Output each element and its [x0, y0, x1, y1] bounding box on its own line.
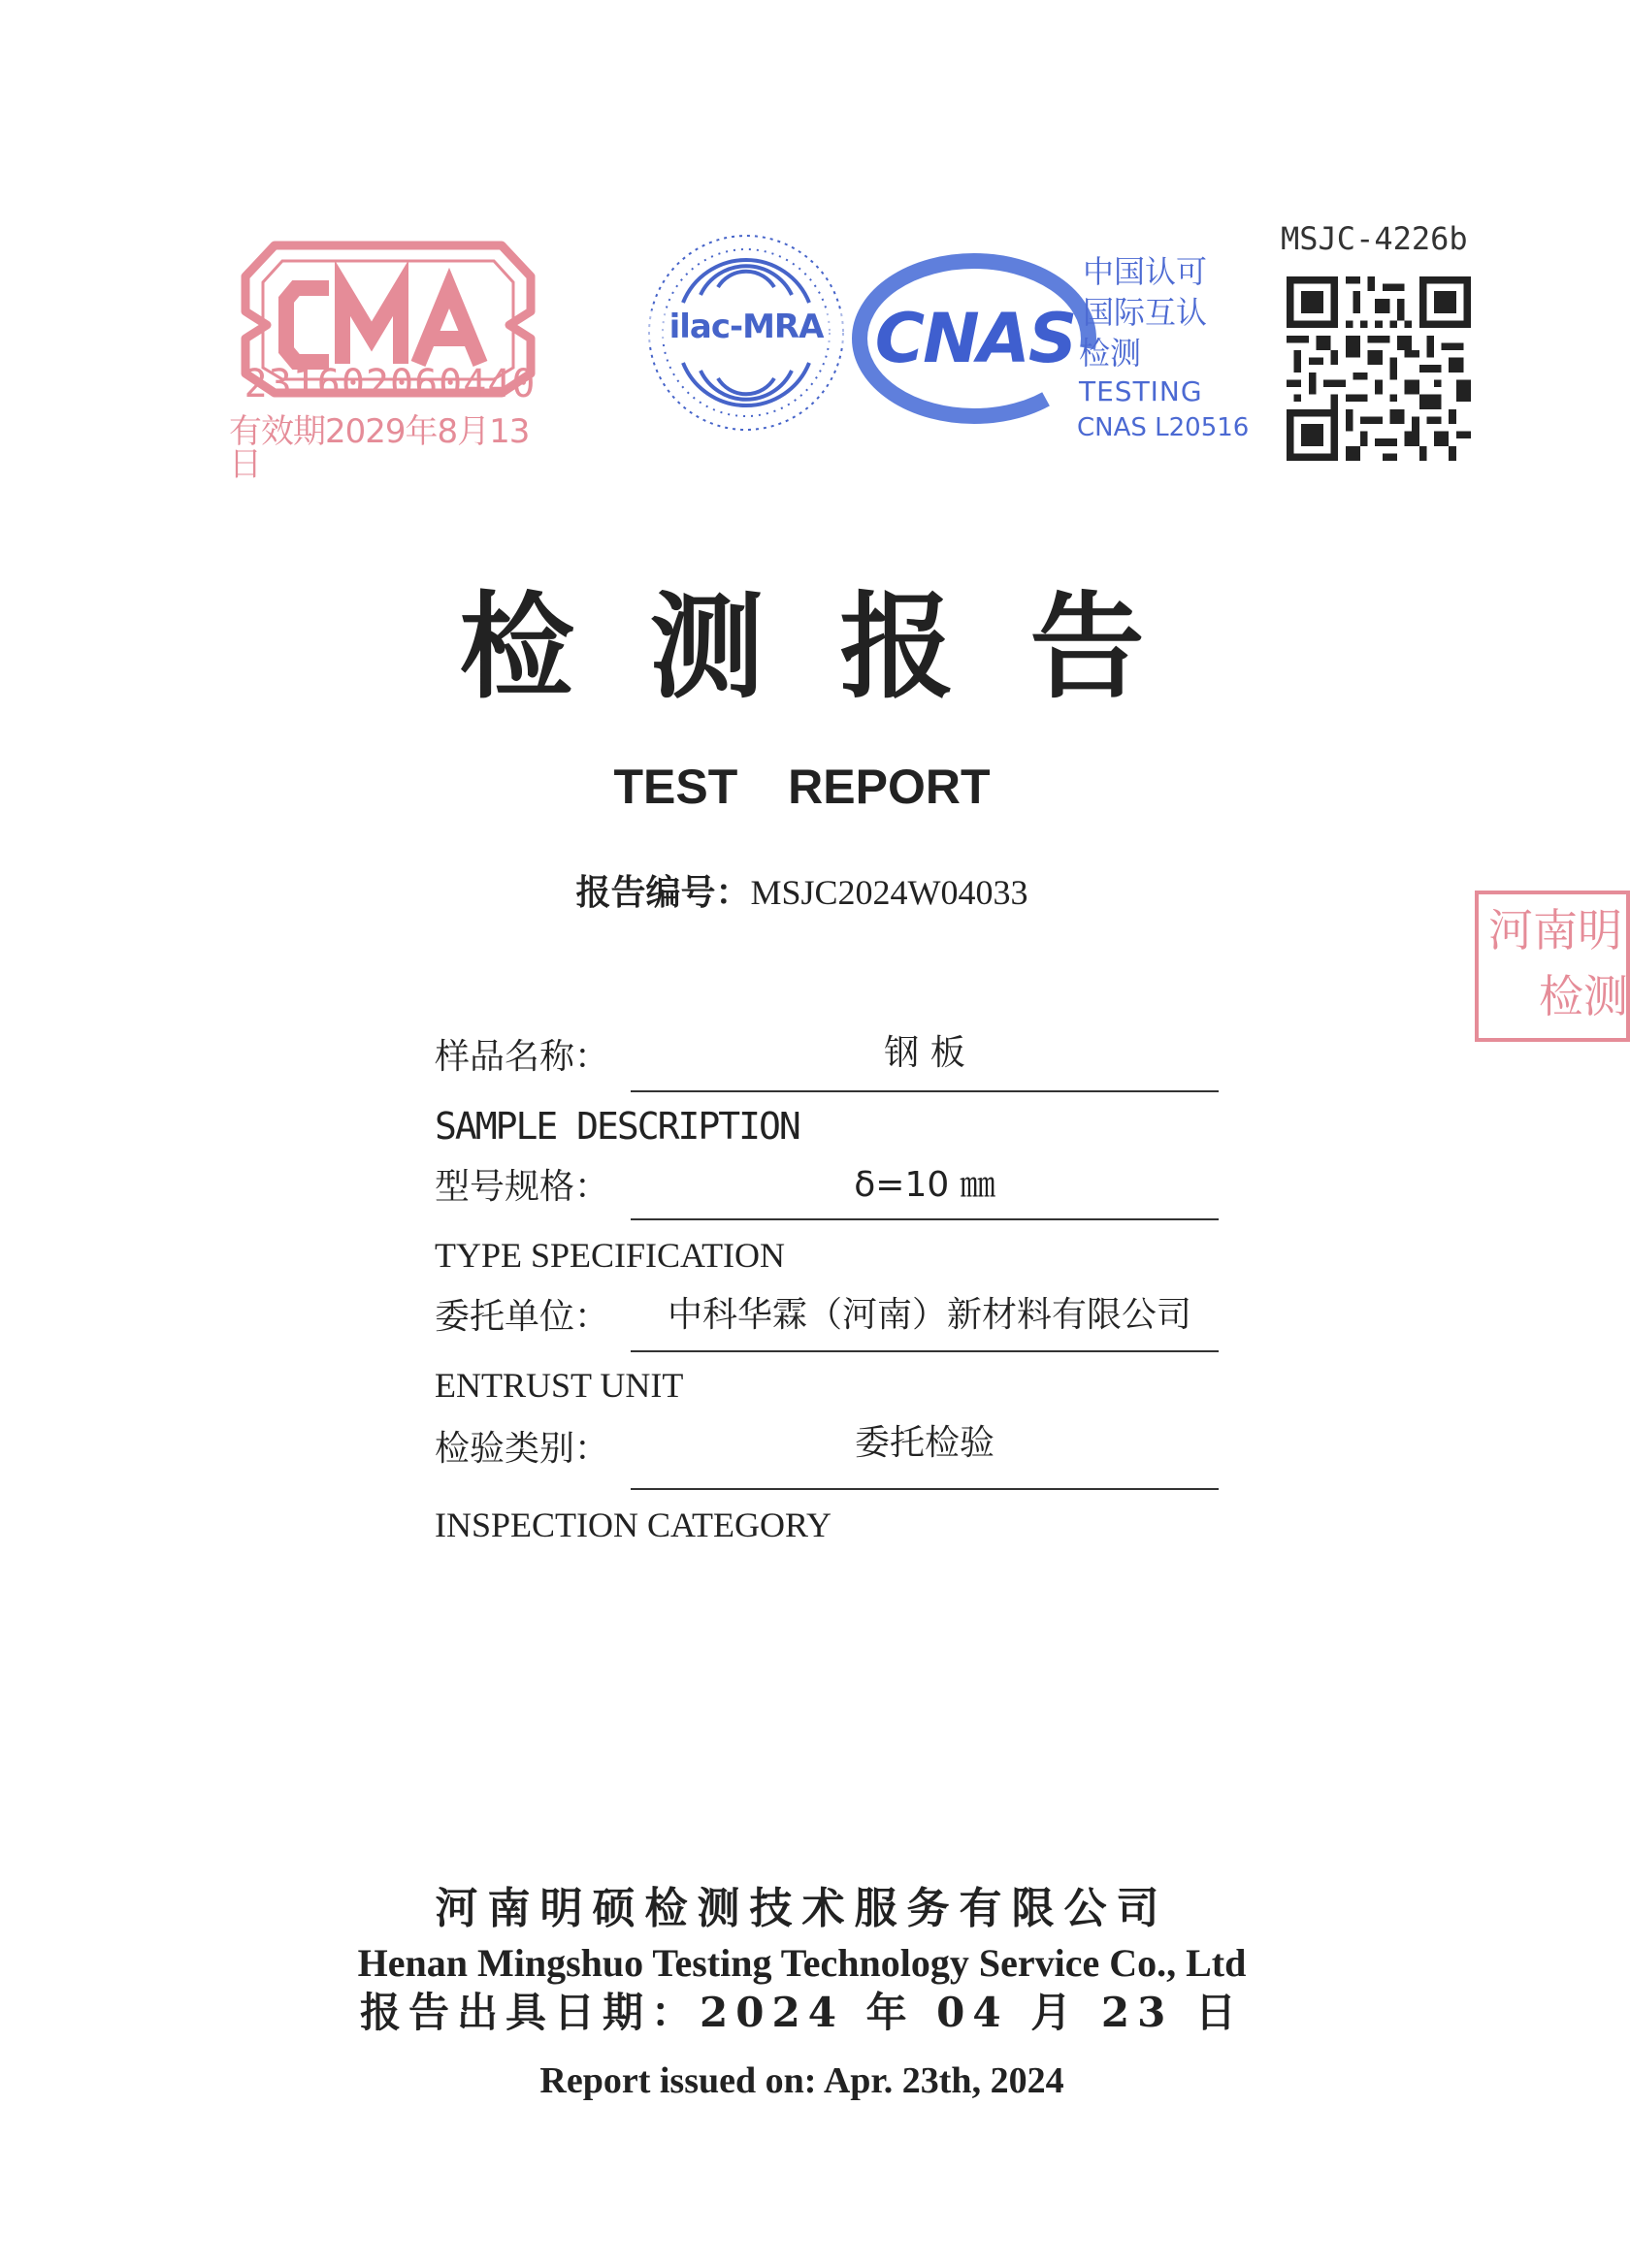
seal-text-line2: 检测 — [1539, 970, 1628, 1022]
inspection-category-en-label: INSPECTION CATEGORY — [435, 1506, 832, 1544]
report-title-en: TEST REPORT — [613, 760, 991, 814]
entrust-unit-underline — [631, 1350, 1219, 1352]
report-number-label: 报告编号： — [575, 873, 751, 913]
cnas-testing-cn: 检测 — [1079, 335, 1142, 372]
type-spec-underline — [631, 1218, 1219, 1220]
issue-date-en: Report issued on: Apr. 23th, 2024 — [539, 2060, 1064, 2101]
cnas-testing-en: TESTING — [1079, 375, 1203, 407]
sample-name-label: 样品名称： — [435, 1037, 610, 1077]
cnas-mutual-recognition: 国际互认 — [1083, 294, 1208, 331]
inspection-category-label: 检验类别： — [435, 1429, 610, 1469]
sample-name-value: 钢 板 — [884, 1033, 965, 1073]
report-code: MSJC-4226b — [1281, 220, 1468, 257]
type-spec-value: δ=10 ㎜ — [854, 1165, 995, 1205]
inspection-category-underline — [631, 1488, 1219, 1490]
entrust-unit-en-label: ENTRUST UNIT — [435, 1366, 684, 1405]
report-number-value: MSJC2024W04033 — [750, 873, 1028, 912]
company-seal-partial — [1475, 891, 1630, 1042]
cma-registration-number: 231602060440 — [244, 362, 537, 406]
report-number — [0, 875, 1604, 911]
sample-description-label: SAMPLE DESCRIPTION — [435, 1105, 799, 1148]
cnas-logo-text: CNAS — [874, 299, 1076, 378]
qr-code-icon — [1287, 275, 1471, 462]
type-specification-label: TYPE SPECIFICATION — [435, 1236, 786, 1275]
seal-text-line1: 河南明 — [1488, 904, 1622, 956]
inspection-category-value: 委托检验 — [854, 1423, 994, 1463]
sample-name-underline — [631, 1090, 1219, 1092]
issue-date-cn: 报告出具日期：2024 年 04 月 23 日 — [360, 1989, 1244, 2036]
cma-valid-until: 有效期2029年8月13日 — [229, 412, 530, 484]
cnas-china-accredited: 中国认可 — [1083, 253, 1208, 290]
company-name-cn: 河南明硕检测技术服务有限公司 — [435, 1884, 1169, 1933]
type-spec-label: 型号规格： — [435, 1167, 610, 1207]
entrust-unit-value: 中科华霖（河南）新材料有限公司 — [667, 1295, 1191, 1335]
report-title-cn: 检测报告 — [459, 579, 1221, 714]
entrust-unit-label: 委托单位： — [435, 1297, 610, 1337]
cnas-accreditation-number: CNAS L20516 — [1077, 413, 1250, 442]
ilac-mra-text: ilac-MRA — [646, 310, 846, 343]
company-name-en: Henan Mingshuo Testing Technology Service Co., Ltd — [357, 1941, 1247, 1985]
